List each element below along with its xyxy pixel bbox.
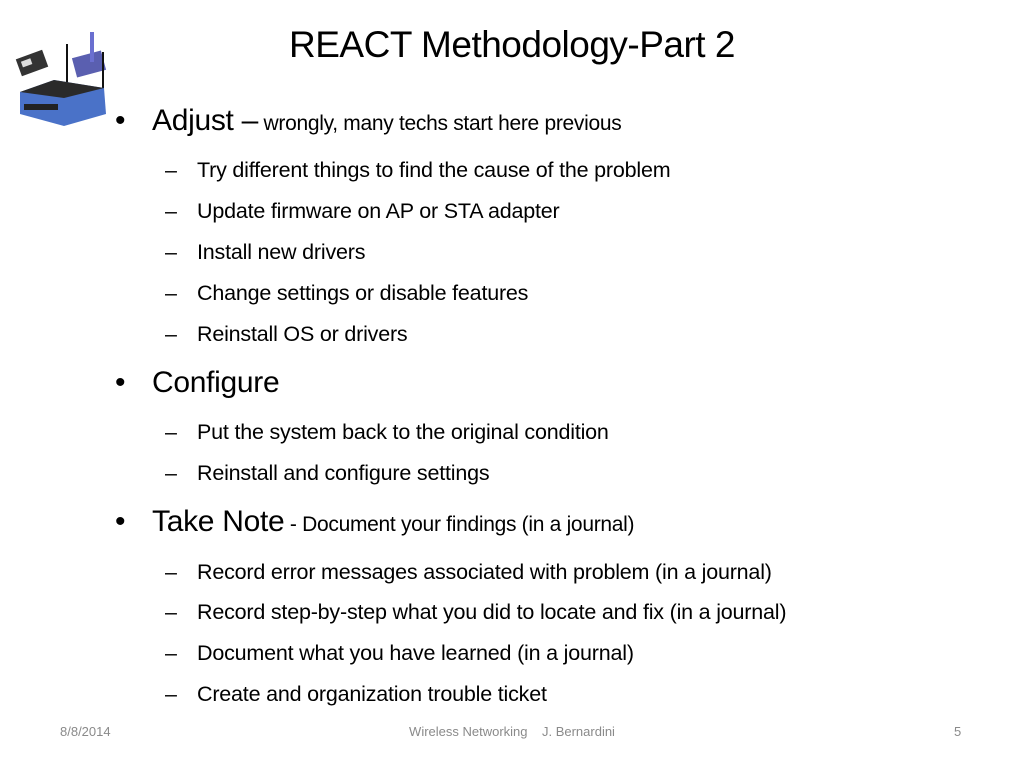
sub-bullet-item	[165, 158, 670, 183]
sub-bullet-item	[165, 560, 772, 585]
dash-icon: –	[165, 281, 177, 305]
dash-icon: –	[165, 641, 177, 665]
bullet-icon: •	[115, 104, 126, 137]
slide-title: REACT Methodology-Part 2	[289, 24, 735, 65]
dash-icon: –	[165, 240, 177, 264]
bullet-heading: Take Note	[152, 505, 285, 538]
footer-date: 8/8/2014	[60, 724, 111, 739]
dash-icon: –	[165, 560, 177, 584]
dash-icon: –	[165, 199, 177, 223]
bullet-note: - Document your findings (in a journal)	[284, 513, 635, 536]
sub-bullet-item	[165, 281, 528, 306]
dash-icon: –	[165, 461, 177, 485]
sub-bullet-text: Put the system back to the original condition	[197, 420, 609, 444]
sub-bullet-text: Record step-by-step what you did to locate and fix (in a journal)	[197, 600, 787, 624]
bullet-item	[115, 505, 634, 539]
bullet-item	[115, 366, 279, 400]
sub-bullet-item	[165, 682, 547, 707]
bullet-note: wrongly, many techs start here previous	[258, 112, 622, 135]
bullet-icon: •	[115, 366, 126, 399]
dash-icon: –	[165, 322, 177, 346]
sub-bullet-item	[165, 199, 559, 224]
sub-bullet-text: Update firmware on AP or STA adapter	[197, 199, 560, 223]
dash-icon: –	[165, 600, 177, 624]
sub-bullet-item	[165, 322, 407, 347]
dash-icon: –	[165, 420, 177, 444]
sub-bullet-item	[165, 641, 634, 666]
footer-page-number: 5	[954, 724, 962, 739]
bullet-heading: Configure	[152, 366, 280, 399]
dash-icon: –	[165, 682, 177, 706]
bullet-icon: •	[115, 505, 126, 538]
sub-bullet-item	[165, 420, 609, 445]
sub-bullet-text: Reinstall OS or drivers	[197, 322, 408, 346]
bullet-heading: Adjust –	[152, 104, 258, 137]
sub-bullet-text: Create and organization trouble ticket	[197, 682, 547, 706]
sub-bullet-text: Change settings or disable features	[197, 281, 529, 305]
sub-bullet-text: Document what you have learned (in a journal)	[197, 641, 634, 665]
sub-bullet-text: Install new drivers	[197, 240, 366, 264]
sub-bullet-text: Reinstall and configure settings	[197, 461, 490, 485]
sub-bullet-text: Record error messages associated with problem (in a journal)	[197, 560, 772, 584]
dash-icon: –	[165, 158, 177, 182]
sub-bullet-item	[165, 600, 786, 625]
footer-text: Wireless Networking J. Bernardini	[409, 724, 615, 739]
sub-bullet-text: Try different things to find the cause of the problem	[197, 158, 671, 182]
bullet-item	[115, 104, 621, 138]
sub-bullet-item	[165, 240, 365, 265]
sub-bullet-item	[165, 461, 489, 486]
